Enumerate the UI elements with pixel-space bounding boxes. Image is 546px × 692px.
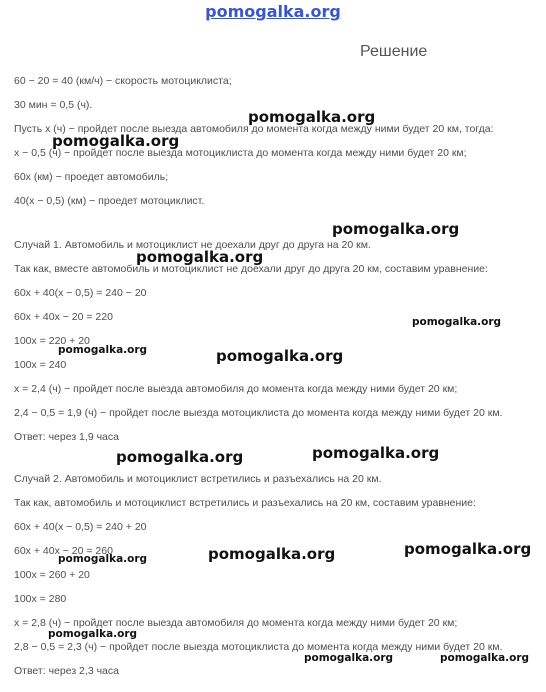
watermark: pomogalka.org (312, 444, 440, 462)
watermark: pomogalka.org (48, 628, 138, 640)
equation-line: 60x + 40x − 20 = 260 (14, 545, 113, 557)
solution-line: Так как, вместе автомобиль и мотоциклист не доехали друг до друга 20 км, составим уравнение: (14, 263, 488, 275)
watermark: pomogalka.org (58, 553, 148, 565)
watermark: pomogalka.org (440, 652, 530, 664)
solution-title: Решение (360, 43, 428, 60)
watermark: pomogalka.org (52, 132, 180, 150)
answer-line: Ответ: через 2,3 часа (14, 665, 119, 677)
solution-line: x = 2,8 (ч) − пройдет после выезда автомобиля до момента когда между ними будет 20 км; (14, 617, 458, 629)
watermark: pomogalka.org (216, 347, 344, 365)
watermark: pomogalka.org (404, 540, 532, 558)
watermark: pomogalka.org (208, 545, 336, 563)
solution-line: 40(x − 0,5) (км) − проедет мотоциклист. (14, 195, 205, 207)
solution-line: 60x (км) − проедет автомобиль; (14, 171, 169, 183)
solution-line: Пусть x (ч) − пройдет после выезда автомобиля до момента когда между ними будет 20 км, тогда: (14, 123, 494, 135)
watermark: pomogalka.org (136, 248, 264, 266)
equation-line: 60x + 40x − 20 = 220 (14, 311, 113, 323)
equation-line: 60x + 40(x − 0,5) = 240 + 20 (14, 521, 147, 533)
equation-line: 100x = 240 (14, 359, 67, 371)
solution-line: 60 − 20 = 40 (км/ч) − скорость мотоциклиста; (14, 75, 232, 87)
solution-line: Так как, автомобиль и мотоциклист встретились и разъехались на 20 км, составим уравнение: (14, 497, 476, 509)
watermark: pomogalka.org (58, 344, 148, 356)
answer-line: Ответ: через 1,9 часа (14, 431, 119, 443)
watermark: pomogalka.org (304, 652, 394, 664)
equation-line: 100x = 280 (14, 593, 67, 605)
watermark: pomogalka.org (412, 316, 502, 328)
equation-line: 100x = 220 + 20 (14, 335, 90, 347)
equation-line: 60x + 40(x − 0,5) = 240 − 20 (14, 287, 147, 299)
case-heading: Случай 1. Автомобиль и мотоциклист не доехали друг до друга на 20 км. (14, 239, 371, 251)
site-header-link[interactable]: pomogalka.org (205, 2, 341, 21)
solution-line: 30 мин = 0,5 (ч). (14, 99, 93, 111)
case-heading: Случай 2. Автомобиль и мотоциклист встретились и разъехались на 20 км. (14, 473, 382, 485)
solution-line: 2,4 − 0,5 = 1,9 (ч) − пройдет после выезда мотоциклиста до момента когда между ними будет 20 км. (14, 407, 503, 419)
watermark: pomogalka.org (116, 448, 244, 466)
solution-line: 2,8 − 0,5 = 2,3 (ч) − пройдет после выезда мотоциклиста до момента когда между ними будет 20 км. (14, 641, 503, 653)
solution-line: x = 2,4 (ч) − пройдет после выезда автомобиля до момента когда между ними будет 20 км; (14, 383, 458, 395)
watermark: pomogalka.org (332, 220, 460, 238)
solution-line: x − 0,5 (ч) − пройдет после выезда мотоциклиста до момента когда между ними будет 20 км; (14, 147, 467, 159)
watermark: pomogalka.org (248, 108, 376, 126)
equation-line: 100x = 260 + 20 (14, 569, 90, 581)
